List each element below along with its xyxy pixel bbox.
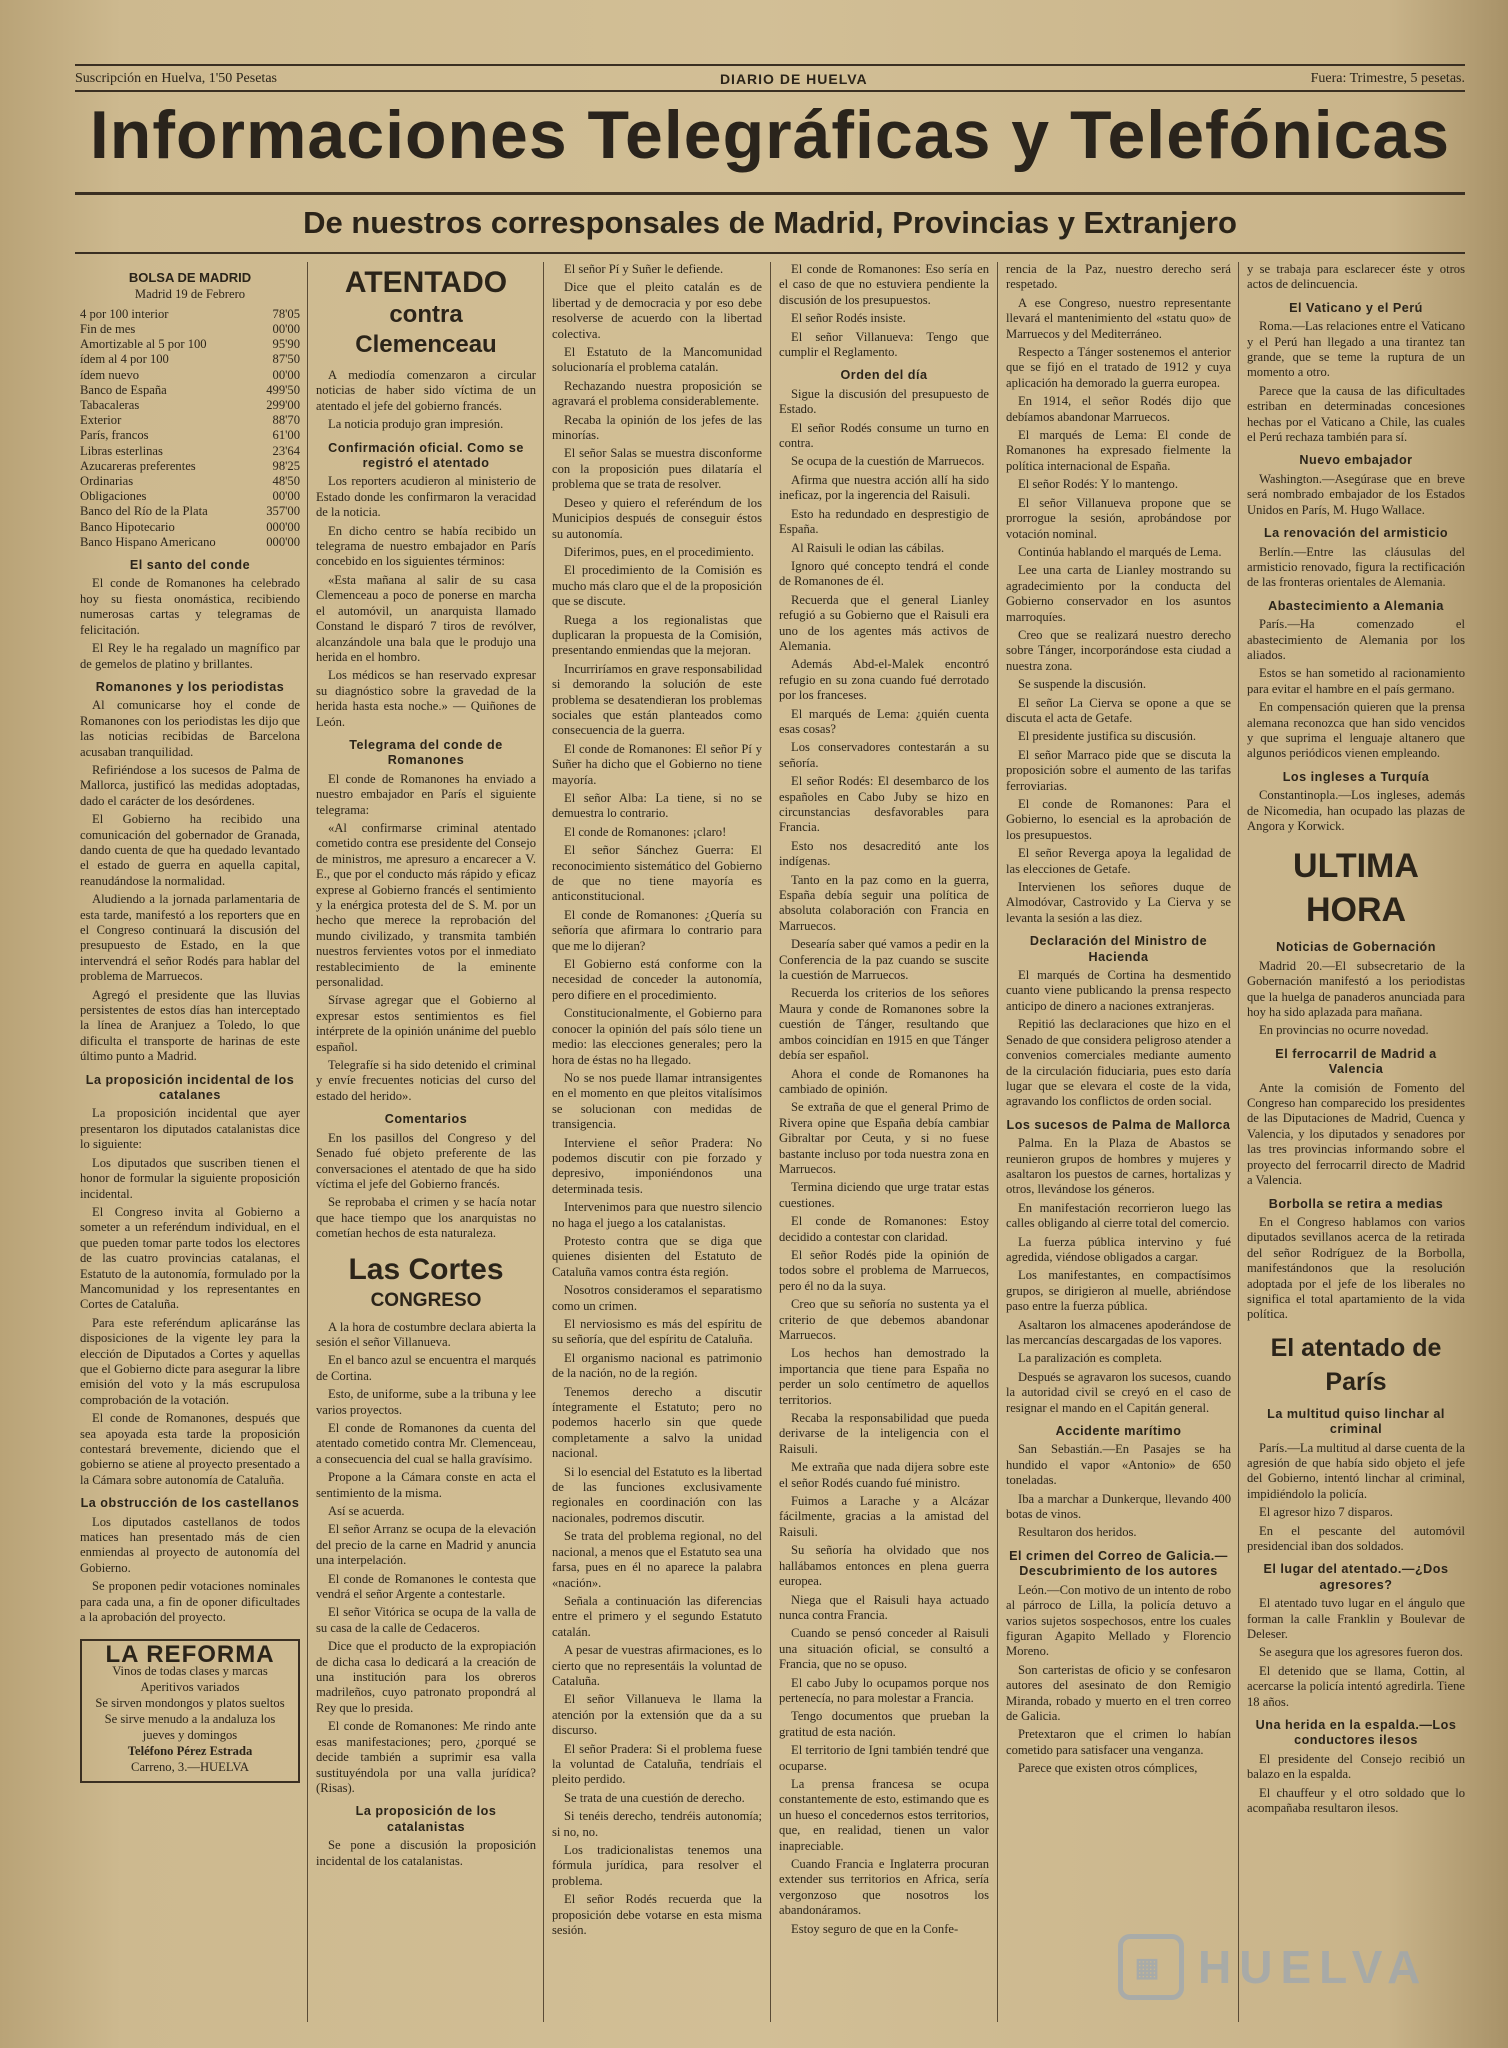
paragraph: La paralización es completa. [1018,1351,1163,1366]
section-heading: El santo del conde [129,558,251,573]
paragraph: Además Abd-el-Malek encontró refugio en su zona cuando fué derrotado por los franceses. [779,657,989,703]
column-5 [1006,262,1231,1780]
stock-row: ídem al 4 por 100 87'50 [80,352,300,367]
paragraph: Estos se han sometido al racionamiento para evitar el hambre en el país germano. [1247,666,1465,696]
paragraph: Se proponen pedir votaciones nominales para cada una, a fin de oponer dificultades a la aprobación del proyecto. [80,1579,300,1625]
paragraph: París.—Ha comenzado el abastecimiento de Alemania por los aliados. [1247,617,1465,662]
paragraph: En 1914, el señor Rodés dijo que debíamos abandonar Marruecos. [1006,394,1231,424]
ad-line: Teléfono Pérez Estrada [127,1744,253,1759]
section-heading: La renovación del armisticio [1263,526,1449,541]
paragraph: Son carteristas de oficio y se confesaron autores del asesinato de don Remigio Miranda, robado y muerto en el tren correo de Galicia. [1006,1662,1231,1723]
paragraph: El señor Arranz se ocupa de la elevación del precio de la carne en Madrid y anuncia una interpelación. [316,1522,536,1568]
archive-watermark [1118,1934,1428,2000]
column-6 [1247,262,1465,1820]
paragraph: Recaba la responsabilidad que pueda derivarse de la inteligencia con el Raisuli. [779,1411,989,1456]
paragraph: rencia de la Paz, nuestro derecho será respetado. [1006,262,1231,292]
paragraph: Diferimos, pues, en el procedimiento. [564,544,754,559]
paragraph: El nerviosismo es más del espíritu de su señoría, que del espíritu de Cataluña. [552,1317,762,1347]
paragraph: Recuerda los criterios de los señores Maura y conde de Romanones sobre la cuestión de Tánger, resultando que ambos coincidían en 1915 en que Tánger debía ser español. [779,986,989,1063]
masthead-bar [75,70,1465,88]
paragraph: A pesar de vuestras afirmaciones, es lo cierto que no representáis la voluntad de Cataluña. [552,1643,762,1688]
paragraph: Continúa hablando el marqués de Lema. [1018,544,1222,559]
paragraph: El conde de Romanones ha enviado a nuestro embajador en París el siguiente telegrama: [316,771,536,817]
paragraph: El señor Marraco pide que se discuta la proposición sobre el aumento de las tarifas ferroviarias. [1006,747,1231,793]
stock-exchange-title: BOLSA DE MADRID [128,270,252,285]
paragraph: Respecto a Tánger sostenemos el anterior que se fijó en el tratado de 1912 y cuya aplicación ha demorado la guerra europea. [1006,345,1231,390]
paragraph: Al Raisuli le odian las cábilas. [791,540,945,555]
paragraph: «Esta mañana al salir de su casa Clemenceau a poco de ponerse en marcha el automóvil, un anarquista llamado Constand le disparó 7 tiros de revólver, alcanzándole una bala que le produjo una herida en el hombro. [316,572,536,664]
paragraph: Termina diciendo que urge tratar estas cuestiones. [779,1180,989,1210]
ad-line: Aperitivos variados [140,1680,240,1695]
paragraph: Aludiendo a la jornada parlamentaria de esta tarde, manifestó a los reporters que en el Congreso continuará la discusión del presupuesto de Estado, en la que intervendrá el señor Rodés para hablar del problema de Marruecos. [80,892,300,984]
paragraph: El conde de Romanones, después que sea apoyada esta tarde la proposición contestará brevemente, diciendo que el gobierno se atiene al proyecto presentado a la Cámara sobre autonomía de Cataluña. [80,1411,300,1487]
paragraph: San Sebastián.—En Pasajes se ha hundido el vapor «Antonio» de 650 toneladas. [1006,1442,1231,1488]
paragraph: Parece que existen otros cómplices, [1018,1761,1198,1776]
column-divider [1238,262,1239,2022]
paragraph: El conde de Romanones ha celebrado hoy su fiesta onomástica, recibiendo numerosas cartas y telegramas de felicitación. [80,576,300,637]
paragraph: El señor Pradera: Si el problema fuese la voluntad de Cataluña, tendríais el pleito perdido. [552,1741,762,1787]
paragraph: El señor Villanueva le llama la atención por la extensión que da a su discurso. [552,1692,762,1738]
paragraph: El señor Rodés: El desembarco de los españoles en Cabo Juby se hizo en circunstancias desfavorables para Francia. [779,774,989,835]
paragraph: Dice que el producto de la expropiación de dicha casa lo dedicará a la creación de una institución para los obreros madrileños, cuyo patronato propondrá al Rey que lo presida. [316,1639,536,1715]
paragraph: Estoy seguro de que en la Confe- [791,1921,959,1936]
paragraph: Incurriríamos en grave responsabilidad si demorando la solución de este problema se desatendieran los problemas sociales que están planteados como consecuencia de la guerra. [552,661,762,738]
paragraph: Recaba la opinión de los jefes de las minorías. [552,412,762,443]
section-heading: Accidente marítimo [1055,1424,1182,1439]
paragraph: El Gobierno ha recibido una comunicación del gobernador de Granada, dando cuenta de que ha quedado levantado el estado de guerra en aquella capital, reanudándose la normalidad. [80,812,300,888]
paragraph: El marqués de Lema: ¿quién cuenta esas cosas? [779,706,989,736]
paragraph: Se trata de una cuestión de derecho. [564,1790,745,1805]
paragraph: El conde de Romanones: Eso sería en el caso de que no estuviera pendiente la discusión de los presupuestos. [779,262,989,307]
paragraph: El conde de Romanones le contesta que vendrá el señor Argente a contestarle. [316,1571,536,1602]
paragraph: Recuerda que el general Lianley refugió a su Gobierno que el Raisuli era uno de los agentes más activos de Alemania. [779,592,989,653]
paragraph: El Rey le ha regalado un magnífico par de gemelos de platino y brillantes. [80,641,300,671]
stock-row: Amortizable al 5 por 100 95'90 [80,337,300,352]
paragraph: Ruega a los regionalistas que duplicaran la propuesta de la Comisión, presentando enmiendas que la mejoran. [552,612,762,658]
paragraph: Cuando se pensó conceder al Raisuli una situación oficial, se consultó a Francia, que no se opuso. [779,1626,989,1672]
section-heading: Borbolla se retira a medias [1268,1196,1444,1211]
stock-row: Libras esterlinas 23'64 [80,443,300,458]
paragraph: Los hechos han demostrado la importancia que tiene para España no perder un solo centímetro de aquellos territorios. [779,1346,989,1407]
stock-table [80,307,300,550]
paragraph: Intervienen los señores duque de Almodóvar, Castrovido y La Cierva y se levanta la sesión a las diez. [1006,880,1231,925]
paragraph: El conde de Romanones: ¡claro! [564,824,727,839]
paragraph: Resultaron dos heridos. [1018,1525,1137,1540]
stock-row: París, francos 61'00 [80,428,300,443]
ad-line: Se sirven mondongos y platos sueltos [95,1696,285,1711]
paragraph: Se suspende la discusión. [1018,677,1147,692]
paragraph: Tengo documentos que prueban la gratitud de esta nación. [779,1709,989,1739]
column-2 [316,262,536,1872]
top-rule [75,64,1465,66]
paragraph: El conde de Romanones: Estoy decidido a contestar con claridad. [779,1214,989,1244]
headline-ultima-hora: ULTIMA HORA [1293,847,1419,930]
column-divider [307,262,308,2022]
paragraph: El Gobierno está conforme con la necesidad de conceder la autonomía, pero difiere en el procedimiento. [552,957,762,1002]
paragraph: A mediodía comenzaron a circular noticias de haber sido víctima de un atentado el jefe del gobierno francés. [316,368,536,413]
column-divider [543,262,544,2022]
paragraph: El presidente justifica su discusión. [1018,729,1197,744]
paragraph: Berlín.—Entre las cláusulas del armisticio renovado, figura la rectificación de las fronteras orientales de Alemania. [1247,544,1465,590]
stock-exchange-date: Madrid 19 de Febrero [134,287,246,302]
section-heading: Comentarios [384,1112,468,1127]
section-heading: Nuevo embajador [1299,453,1413,468]
section-heading: El Vaticano y el Perú [1289,300,1423,315]
paragraph: París.—La multitud al darse cuenta de la agresión de que había sido objeto el jefe del Gobierno, intentó linchar al criminal, impidiéndolo la policía. [1247,1440,1465,1501]
paragraph: Los médicos se han reservado expresar su diagnóstico sobre la gravedad de la herida hasta esta noche.» — Quiñones de León. [316,668,536,729]
stock-row: Azucareras preferentes 98'25 [80,458,300,473]
paragraph: Agregó el presidente que las lluvias persistentes de estos días han interceptado la línea de Aranjuez a Toledo, lo que dificulta el transporte de harinas de este último punto a Madrid. [80,987,300,1064]
paragraph: El señor Pí y Suñer le defiende. [564,262,724,276]
paragraph: La proposición incidental que ayer presentaron los diputados catalanistas dice lo siguiente: [80,1106,300,1152]
paragraph: Los conservadores contestarán a su señoría. [779,740,989,770]
paragraph: Iba a marchar a Dunkerque, llevando 400 botas de vinos. [1006,1491,1231,1522]
section-heading: La proposición de los catalanistas [355,1804,497,1834]
section-heading: Orden del día [840,368,928,383]
paragraph: El procedimiento de la Comisión es mucho más claro que el de la proposición que se discute. [552,563,762,609]
paragraph: Después se agravaron los sucesos, cuando la autoridad civil se creyó en el caso de resignar el mando en el Capitán general. [1006,1369,1231,1415]
paragraph: No se nos puede llamar intransigentes en el momento en que pleitos vitalísimos se solucionan con medidas de transigencia. [552,1070,762,1132]
paragraph: Pretextaron que el crimen lo habían cometido para satisfacer una venganza. [1006,1727,1231,1757]
paragraph: Los diputados castellanos de todos matices han presentado más de cien enmiendas al proyecto de autonomía del Gobierno. [80,1514,300,1575]
stock-row: Banco Hispano Americano 000'00 [80,534,300,549]
section-heading: Confirmación oficial. Como se registró el atentado [328,440,524,471]
column-divider [770,262,771,2022]
paragraph: El territorio de Igni también tendré que ocuparse. [779,1743,989,1773]
section-heading: Una herida en la espalda.—Los conductores ilesos [1255,1718,1457,1748]
paragraph: y se trabaja para esclarecer éste y otros actos de delincuencia. [1247,262,1465,292]
paragraph: Se asegura que los agresores fueron dos. [1259,1645,1463,1660]
paragraph: León.—Con motivo de un intento de robo al párroco de Lilla, la policía detuvo a varios sujetos sospechosos, entre los cuales figuran Agapito Mellado y Florencio Moreno. [1006,1582,1231,1659]
paragraph: Asaltaron los almacenes apoderándose de las mercancías descargadas de los vapores. [1006,1317,1231,1347]
paragraph: Tenemos derecho a discutir íntegramente el Estatuto; pero no podemos hacerlo sin que quede completamente a salvo la unidad nacional. [552,1384,762,1461]
paragraph: Si tenéis derecho, tendréis autonomía; si no, no. [552,1809,762,1839]
paragraph: En compensación quieren que la prensa alemana reconozca que han sido vencidos y que suprima el lenguaje altanero que algunos periódicos vienen empleando. [1247,700,1465,761]
paragraph: El atentado tuvo lugar en el ángulo que forman la calle Franklin y Boulevar de Deleser. [1247,1596,1465,1642]
paragraph: El detenido que se llama, Cottin, al acercarse la policía intentó agredirla. Tiene 18 años. [1247,1663,1465,1709]
archive-logo-icon: ▦ [1118,1934,1184,2000]
paragraph: Telegrafíe si ha sido detenido el criminal y envíe frecuentes noticias del curso del estado del herido». [316,1058,536,1103]
paragraph: Así se acuerda. [328,1504,405,1518]
paragraph: Esto, de uniforme, sube a la tribuna y lee varios proyectos. [316,1387,536,1417]
paragraph: Tanto en la paz como en la guerra, España debía seguir una política de absoluta colaboración con Francia en Marruecos. [779,872,989,933]
paragraph: Afirma que nuestra acción allí ha sido ineficaz, por la ingerencia del Raisuli. [779,472,989,503]
paragraph: Para este referéndum aplicaránse las disposiciones de la vigente ley para la elección de Diputados a Cortes y aquellas que el Gobierno dicte para asegurar la libre emisión del voto y la más escrupulosa comprobación de la votación. [80,1315,300,1407]
headline-las-cortes: Las Cortes [348,1252,504,1286]
page-banner: Informaciones Telegráficas y Telefónicas [89,97,1451,173]
section-heading: El crimen del Correo de Galicia.—Descubrimiento de los autores [1009,1548,1228,1579]
section-heading: Noticias de Gobernación [1276,940,1436,955]
stock-row: Obligaciones 00'00 [80,489,300,504]
paragraph: Intervenimos para que nuestro silencio no haga el juego a los catalanistas. [552,1200,762,1230]
paragraph: Washington.—Asegúrase que en breve será nombrado embajador de los Estados Unidos en París, M. Hugo Wallace. [1247,471,1465,517]
stock-row: Tabacaleras 299'00 [80,398,300,413]
column-4 [779,262,989,1940]
paragraph: Creo que se realizará nuestro derecho sobre Tánger, incorporándose esta ciudad a nuestra zona. [1006,627,1231,673]
paragraph: El conde de Romanones da cuenta del atentado cometido contra Mr. Clemenceau, a consecuencia del cual se halla gravísimo. [316,1420,536,1466]
masthead-rule [75,90,1465,92]
paragraph: El Congreso invita al Gobierno a someter a un referéndum individual, en el que pueden tomar parte todos los electores de las cuatro provincias catalanas, el Estatuto de la autonomía, formulado por la Mancomunidad y los representantes en Cortes de Cataluña. [80,1204,300,1312]
paragraph: En el pescante del automóvil presidencial iban dos soldados. [1247,1523,1465,1553]
paragraph: Los diputados que suscriben tienen el honor de formular la siguiente proposición incidental. [80,1155,300,1201]
section-heading: Abastecimiento a Alemania [1268,598,1444,613]
paragraph: El señor Rodés: Y lo mantengo. [1018,477,1178,492]
paragraph: Constitucionalmente, el Gobierno para conocer la opinión del país sólo tiene un medio: las elecciones generales; pero la hora de éstas no ha llegado. [552,1006,762,1067]
paragraph: El señor La Cierva se opone a que se discuta el acta de Getafe. [1006,695,1231,725]
paragraph: Roma.—Las relaciones entre el Vaticano y el Perú han llegado a una tirantez tan grande, que se teme la ruptura de un momento a otro. [1247,319,1465,380]
paragraph: El conde de Romanones: Me rindo ante esas manifestaciones; pero, ¿porqué se decide también a suprimir esa valla sustituyéndola por una valla jurídica? (Risas). [316,1719,536,1795]
paragraph: El organismo nacional es patrimonio de la nación, no de la región. [552,1350,762,1381]
paragraph: Cuando Francia e Inglaterra procuran extender sus territorios en Africa, sería vergonzoso que nosotros los abandonáramos. [779,1857,989,1918]
headline-atentado: ATENTADO [344,266,508,299]
stock-row: Banco de España 499'50 [80,382,300,397]
column-3 [552,262,762,1941]
paragraph: El señor Rodés recuerda que la proposición debe votarse en esta misma sesión. [552,1892,762,1938]
paragraph: El señor Rodés pide la opinión de todos sobre el problema de Marruecos, pero él no da la suya. [779,1247,989,1293]
subscription-local: Suscripción en Huelva, 1'50 Pesetas [75,71,277,86]
stock-row: Banco del Río de la Plata 357'00 [80,504,300,519]
paragraph: A la hora de costumbre declara abierta la sesión el señor Villanueva. [316,1319,536,1349]
paragraph: El señor Reverga apoya la legalidad de las elecciones de Getafe. [1006,846,1231,876]
paragraph: El presidente del Consejo recibió un balazo en la espalda. [1247,1751,1465,1782]
paragraph: El señor Villanueva propone que se prorrogue la sesión, aprobándose por votación nominal. [1006,495,1231,541]
paragraph: Se ocupa de la cuestión de Marruecos. [791,454,985,469]
paragraph: Si lo esencial del Estatuto es la libertad de las funciones exclusivamente regionales en coordinación con las nacionales, podremos discutir. [552,1464,762,1525]
paragraph: El señor Villanueva: Tengo que cumplir el Reglamento. [779,329,989,360]
paragraph: Sírvase agregar que el Gobierno al expresar estos sentimientos es fiel intérprete de la opinión unánime del pueblo español. [316,993,536,1054]
paragraph: Dice que el pleito catalán es de libertad y de democracia y por eso debe resolverse de acuerdo con la libertad colectiva. [552,280,762,341]
section-heading: La obstrucción de los castellanos [80,1496,300,1511]
paragraph: Constantinopla.—Los ingleses, además de Nicomedia, han ocupado las plazas de Angora y Korwick. [1247,788,1465,833]
ad-line: Vinos de todas clases y marcas [112,1664,268,1679]
paper-name: DIARIO DE HUELVA [719,71,868,87]
stock-row: Banco Hipotecario 000'00 [80,519,300,534]
paragraph: En los pasillos del Congreso y del Senado fué objeto preferente de las conversaciones el atentado de que ha sido víctima el jefe del Gobierno francés. [316,1130,536,1191]
section-heading: El ferrocarril de Madrid a Valencia [1275,1046,1437,1077]
paragraph: El chauffeur y el otro soldado que lo acompañaba resultaron ilesos. [1247,1785,1465,1816]
paragraph: Los reporters acudieron al ministerio de Estado donde les confirmaron la veracidad de la noticia. [316,474,536,520]
column-divider [997,262,998,2022]
section-heading: Los ingleses a Turquía [1282,769,1430,784]
ad-line: Carreno, 3.—HUELVA [131,1760,249,1775]
stock-row: Fin de mes 00'00 [80,322,300,337]
stock-row: 4 por 100 interior 78'05 [80,306,300,321]
paragraph: Se pone a discusión la proposición incidental de los catalanistas. [316,1838,536,1868]
paragraph: El conde de Romanones: El señor Pí y Suñer ha dicho que el Gobierno no tiene mayoría. [552,741,762,787]
paragraph: En manifestación recorrieron luego las calles obligando al cierre total del comercio. [1006,1200,1231,1231]
paragraph: El marqués de Cortina ha desmentido cuanto viene publicando la prensa respecto anticipo de dinero a naciones extranjeras. [1006,968,1231,1013]
paragraph: Ante la comisión de Fomento del Congreso han comparecido los presidentes de las Diputaciones de Madrid, Cuenca y Valencia, y los diputados y senadores por las tres provincias informando sobre el proyecto del ferrocarril directo de Madrid a Valencia. [1247,1080,1465,1188]
section-heading: La multitud quiso linchar al criminal [1267,1406,1445,1437]
paragraph: El cabo Juby lo ocupamos porque nos pertenecía, no para molestar a Francia. [779,1675,989,1705]
paragraph: El marqués de Lema: El conde de Romanones ha expresado fielmente la política internacional de España. [1006,428,1231,473]
paragraph: Repitió las declaraciones que hizo en el Senado de que considera peligroso atender a convenios comerciales mediante aumento de la circulación fiduciaria, pues esto daría lugar que se elevara el coste de la vida, agravando los conflictos de orden social. [1006,1017,1231,1109]
paragraph: Nosotros consideramos el separatismo como un crimen. [552,1283,762,1313]
ad-title: LA REFORMA [105,1641,275,1669]
paragraph: En el banco azul se encuentra el marqués de Cortina. [316,1353,536,1383]
paragraph: Lee una carta de Lianley mostrando su agradecimiento por la conducta del Gobierno conservador en los asuntos marroquíes. [1006,563,1231,624]
advertisement-la-reforma [80,1639,300,1783]
section-heading: Telegrama del conde de Romanones [349,737,503,768]
paragraph: Esto ha redundado en desprestigio de España. [779,506,989,537]
column-1 [80,262,300,1783]
paragraph: El conde de Romanones: Para el Gobierno, lo esencial es la aprobación de los presupuestos. [1006,797,1231,842]
paragraph: El señor Rodés consume un turno en contra. [779,420,989,451]
paragraph: La noticia produjo gran impresión. [328,417,504,432]
paragraph: Sigue la discusión del presupuesto de Estado. [779,386,989,417]
ad-line: Se sirve menudo a la andaluza los jueves y domingos [104,1712,276,1743]
paragraph: El conde de Romanones: ¿Quería su señoría que afirmara lo contrario para que me lo dijeran? [552,907,762,953]
paragraph: El señor Alba: La tiene, si no se demuestra lo contrario. [552,791,762,821]
paragraph: Se trata del problema regional, no del nacional, a menos que el Estatuto sea una farsa, pues en él no aparece la palabra «nación». [552,1529,762,1590]
paragraph: El señor Vitórica se ocupa de la valla de su casa de la calle de Cedaceros. [316,1605,536,1635]
paragraph: Al comunicarse hoy el conde de Romanones con los periodistas les dijo que las noticias recibidas de Barcelona acusaban tranquilidad. [80,698,300,759]
paragraph: Ahora el conde de Romanones ha cambiado de opinión. [779,1066,989,1096]
headline-atentado-paris: El atentado de París [1270,1333,1442,1396]
paragraph: Se extraña de que el general Primo de Rivera opine que España debía cambiar Gibraltar por Ceuta, y si no fuese bastante incluso por toda nuestra zona en Marruecos. [779,1100,989,1176]
paragraph: Madrid 20.—El subsecretario de la Gobernación manifestó a los periodistas que la huelga de panaderos anunciada para hoy ha sido aplazada para mañana. [1247,958,1465,1020]
paragraph: Propone a la Cámara conste en acta el sentimiento de la misma. [316,1470,536,1500]
subbanner-rule [75,252,1465,254]
stock-row: Exterior 88'70 [80,413,300,428]
paragraph: El señor Sánchez Guerra: El reconocimiento sistemático del Gobierno de que no tiene mayoría es anticonstitucional. [552,843,762,904]
paragraph: Los tradicionalistas tenemos una fórmula jurídica, para resolver el problema. [552,1843,762,1888]
stock-row: ídem nuevo 00'00 [80,367,300,382]
paragraph: Señala a continuación las diferencias entre el primero y el segundo Estatuto catalán. [552,1593,762,1639]
headline-congreso: CONGRESO [370,1289,482,1311]
section-heading: El lugar del atentado.—¿Dos agresores? [1263,1562,1449,1592]
section-heading: Romanones y los periodistas [95,679,285,694]
paragraph: Ignoro qué concepto tendrá el conde de Romanones de él. [779,558,989,589]
paragraph: En dicho centro se había recibido un telegrama de nuestro embajador en París concebido en los siguientes términos: [316,523,536,569]
paragraph: «Al confirmarse criminal atentado cometido contra ese presidente del Consejo de ministros, me apresuro a encarecer a V. E., que por el conducto más rápido y eficaz exprese al Gobierno francés el sentimiento y la enérgica protesta del de S. M. por un hecho que merece la reprobación del mundo civilizado, y transmita también nuestros fervientes votos por el inmediato restablecimiento de la eminente personalidad. [316,820,536,990]
banner-rule [75,192,1465,195]
paragraph: Palma. En la Plaza de Abastos se reunieron grupos de hombres y mujeres y asaltaron los puestos de carnes, hortalizas y otros, llevándose los géneros. [1006,1136,1231,1197]
paragraph: A ese Congreso, nuestro representante llevará el mantenimiento del «statu quo» de Marruecos y del Mediterráneo. [1006,295,1231,341]
paragraph: Se reprobaba el crimen y se hacía notar que hace tiempo que los anarquistas no cometían hechos de esta naturaleza. [316,1195,536,1241]
section-heading: Declaración del Ministro de Hacienda [1029,934,1208,964]
subscription-abroad: Fuera: Trimestre, 5 pesetas. [1310,71,1465,86]
paragraph: Me extraña que nada dijera sobre este el señor Rodés cuando fué ministro. [779,1460,989,1490]
paragraph: Refiriéndose a los sucesos de Palma de Mallorca, justificó las medidas adoptadas, dado el carácter de los desórdenes. [80,762,300,808]
paragraph: El señor Rodés insiste. [791,311,906,326]
headline-clemenceau: contra Clemenceau [355,301,497,358]
paragraph: Parece que la causa de las dificultades estriban en determinadas concesiones hechas por el Vaticano a Chile, las cuales el Perú rechaza también para sí. [1247,383,1465,445]
paragraph: Rechazando nuestra proposición se agravará el problema considerablemente. [552,378,762,409]
section-heading: Los sucesos de Palma de Mallorca [1006,1117,1231,1132]
paragraph: Niega que el Raisuli haya actuado nunca contra Francia. [779,1592,989,1622]
paragraph: Protesto contra que se diga que quienes disienten del Estatuto de Cataluña vamos contra ésta región. [552,1233,762,1279]
paragraph: La prensa francesa se ocupa constantemente de esto, estimando que es un hueso el concedernos estos territorios, que, en realidad, tienen un valor inapreciable. [779,1776,989,1853]
paragraph: Creo que su señoría no sustenta ya el criterio de que debemos abandonar Marruecos. [779,1297,989,1342]
paragraph: El agresor hizo 7 disparos. [1259,1505,1393,1520]
section-heading: La proposición incidental de los catalanes [85,1072,295,1103]
paragraph: Deseo y quiero el referéndum de los Municipios después de conseguir éstos su autonomía. [552,495,762,541]
page-subbanner: De nuestros corresponsales de Madrid, Provincias y Extranjero [303,205,1237,240]
paragraph: Desearía saber qué vamos a pedir en la Conferencia de la paz cuando se suscite la cuestión de Marruecos. [779,937,989,983]
paragraph: La fuerza pública intervino y fué agredida, viéndose obligados a cargar. [1006,1234,1231,1264]
paragraph: En provincias no ocurre novedad. [1259,1023,1429,1038]
paragraph: Fuimos a Larache y a Alcázar fácilmente, gracias a la amistad del Raisuli. [779,1494,989,1539]
watermark-text: HUELVA [1198,1941,1429,1993]
paragraph: El Estatuto de la Mancomunidad solucionaría el problema catalán. [552,345,762,375]
paragraph: En el Congreso hablamos con varios diputados sevillanos acerca de la retirada del señor Rodríguez de la Borbolla, manifestándonos que la resolución adoptada por el jefe de los liberales no significa el total apartamiento de la vida política. [1247,1214,1465,1322]
paragraph: Interviene el señor Pradera: No podemos discutir con pie forzado y depresivo, imponiéndonos una determinada tesis. [552,1135,762,1196]
paragraph: Los manifestantes, en compactísimos grupos, se dirigieron al muelle, abriéndose paso entre la fuerza pública. [1006,1268,1231,1314]
paragraph: Su señoría ha olvidado que nos hallábamos entonces en plena guerra europea. [779,1543,989,1589]
paragraph: El señor Salas se muestra disconforme con la proposición pues dilataría el problema que se trata de resolver. [552,446,762,492]
stock-row: Ordinarias 48'50 [80,474,300,489]
paragraph: Esto nos desacreditó ante los indígenas. [779,838,989,869]
